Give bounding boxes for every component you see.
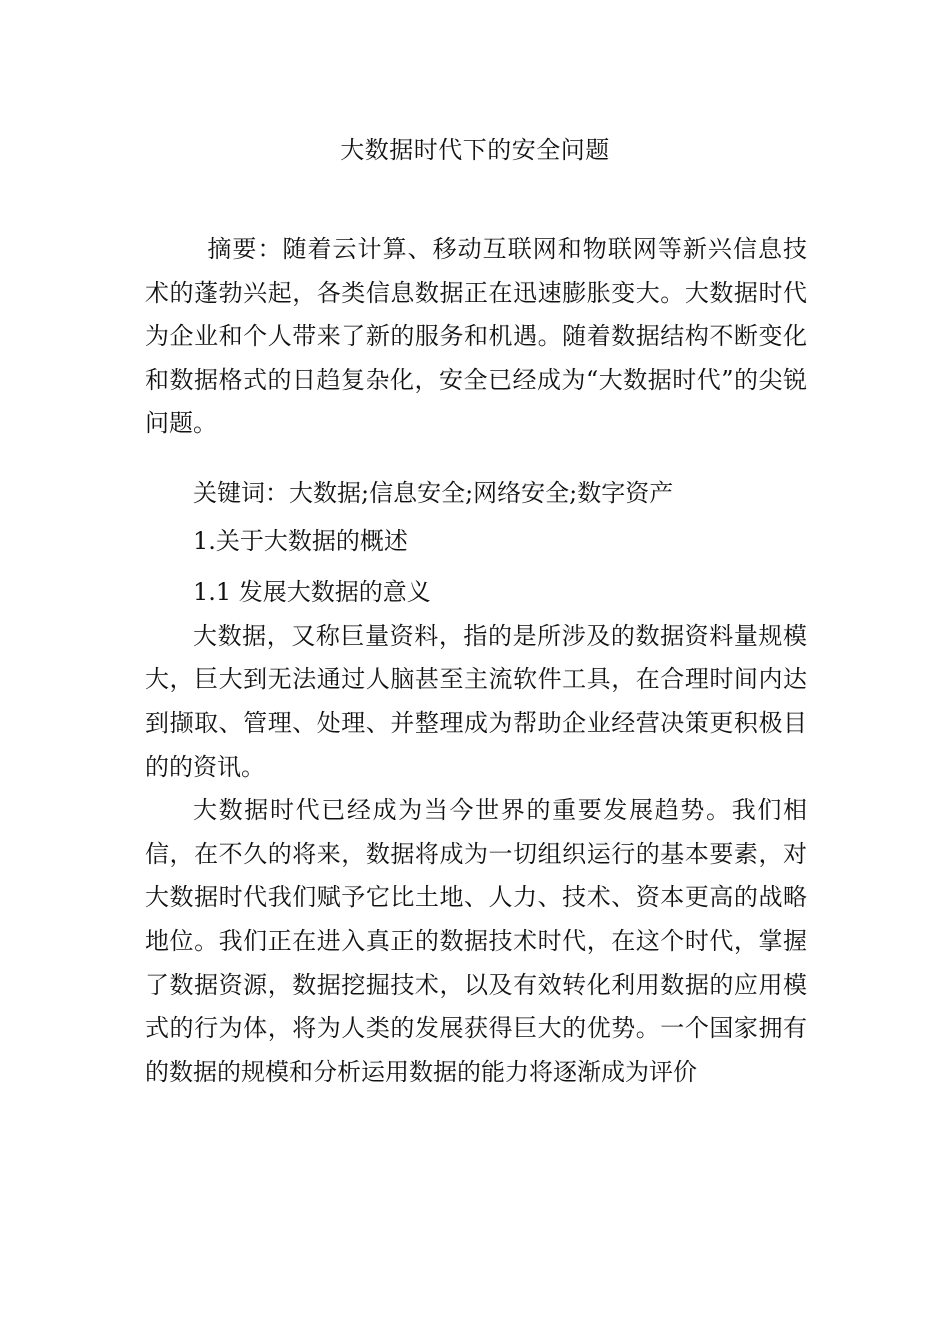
keywords-line: 关键词：大数据;信息安全;网络安全;数字资产 [193, 478, 674, 507]
document-title: 大数据时代下的安全问题 [340, 136, 610, 164]
body-paragraph-2: 大数据时代已经成为当今世界的重要发展趋势。我们相信，在不久的将来，数据将成为一切组织运行的基本要素，对大数据时代我们赋予它比土地、人力、技术、资本更高的战略地位。我们正在进入真正的数据技术时代，在这个时代，掌握了数据资源，数据挖掘技术，以及有效转化利用数据的应用模式的行为体，将为人类的发展获得巨大的优势。一个国家拥有的数据的规模和分析运用数据的能力将逐渐成为评价 [145, 796, 807, 1086]
abstract-paragraph: 摘要：随着云计算、移动互联网和物联网等新兴信息技术的蓬勃兴起，各类信息数据正在迅速膨胀变大。大数据时代为企业和个人带来了新的服务和机遇。随着数据结构不断变化和数据格式的日趋复杂化，安全已经成为“大数据时代”的尖锐问题。 [145, 235, 807, 438]
document-body [145, 228, 807, 1094]
section-heading-1: 1.关于大数据的概述 [193, 526, 408, 555]
section-heading-1-1: 1.1 发展大数据的意义 [193, 578, 431, 607]
body-paragraph-1: 大数据，又称巨量资料，指的是所涉及的数据资料量规模大，巨大到无法通过人脑甚至主流软件工具，在合理时间内达到撷取、管理、处理、并整理成为帮助企业经营决策更积极目的的资讯。 [145, 621, 807, 781]
